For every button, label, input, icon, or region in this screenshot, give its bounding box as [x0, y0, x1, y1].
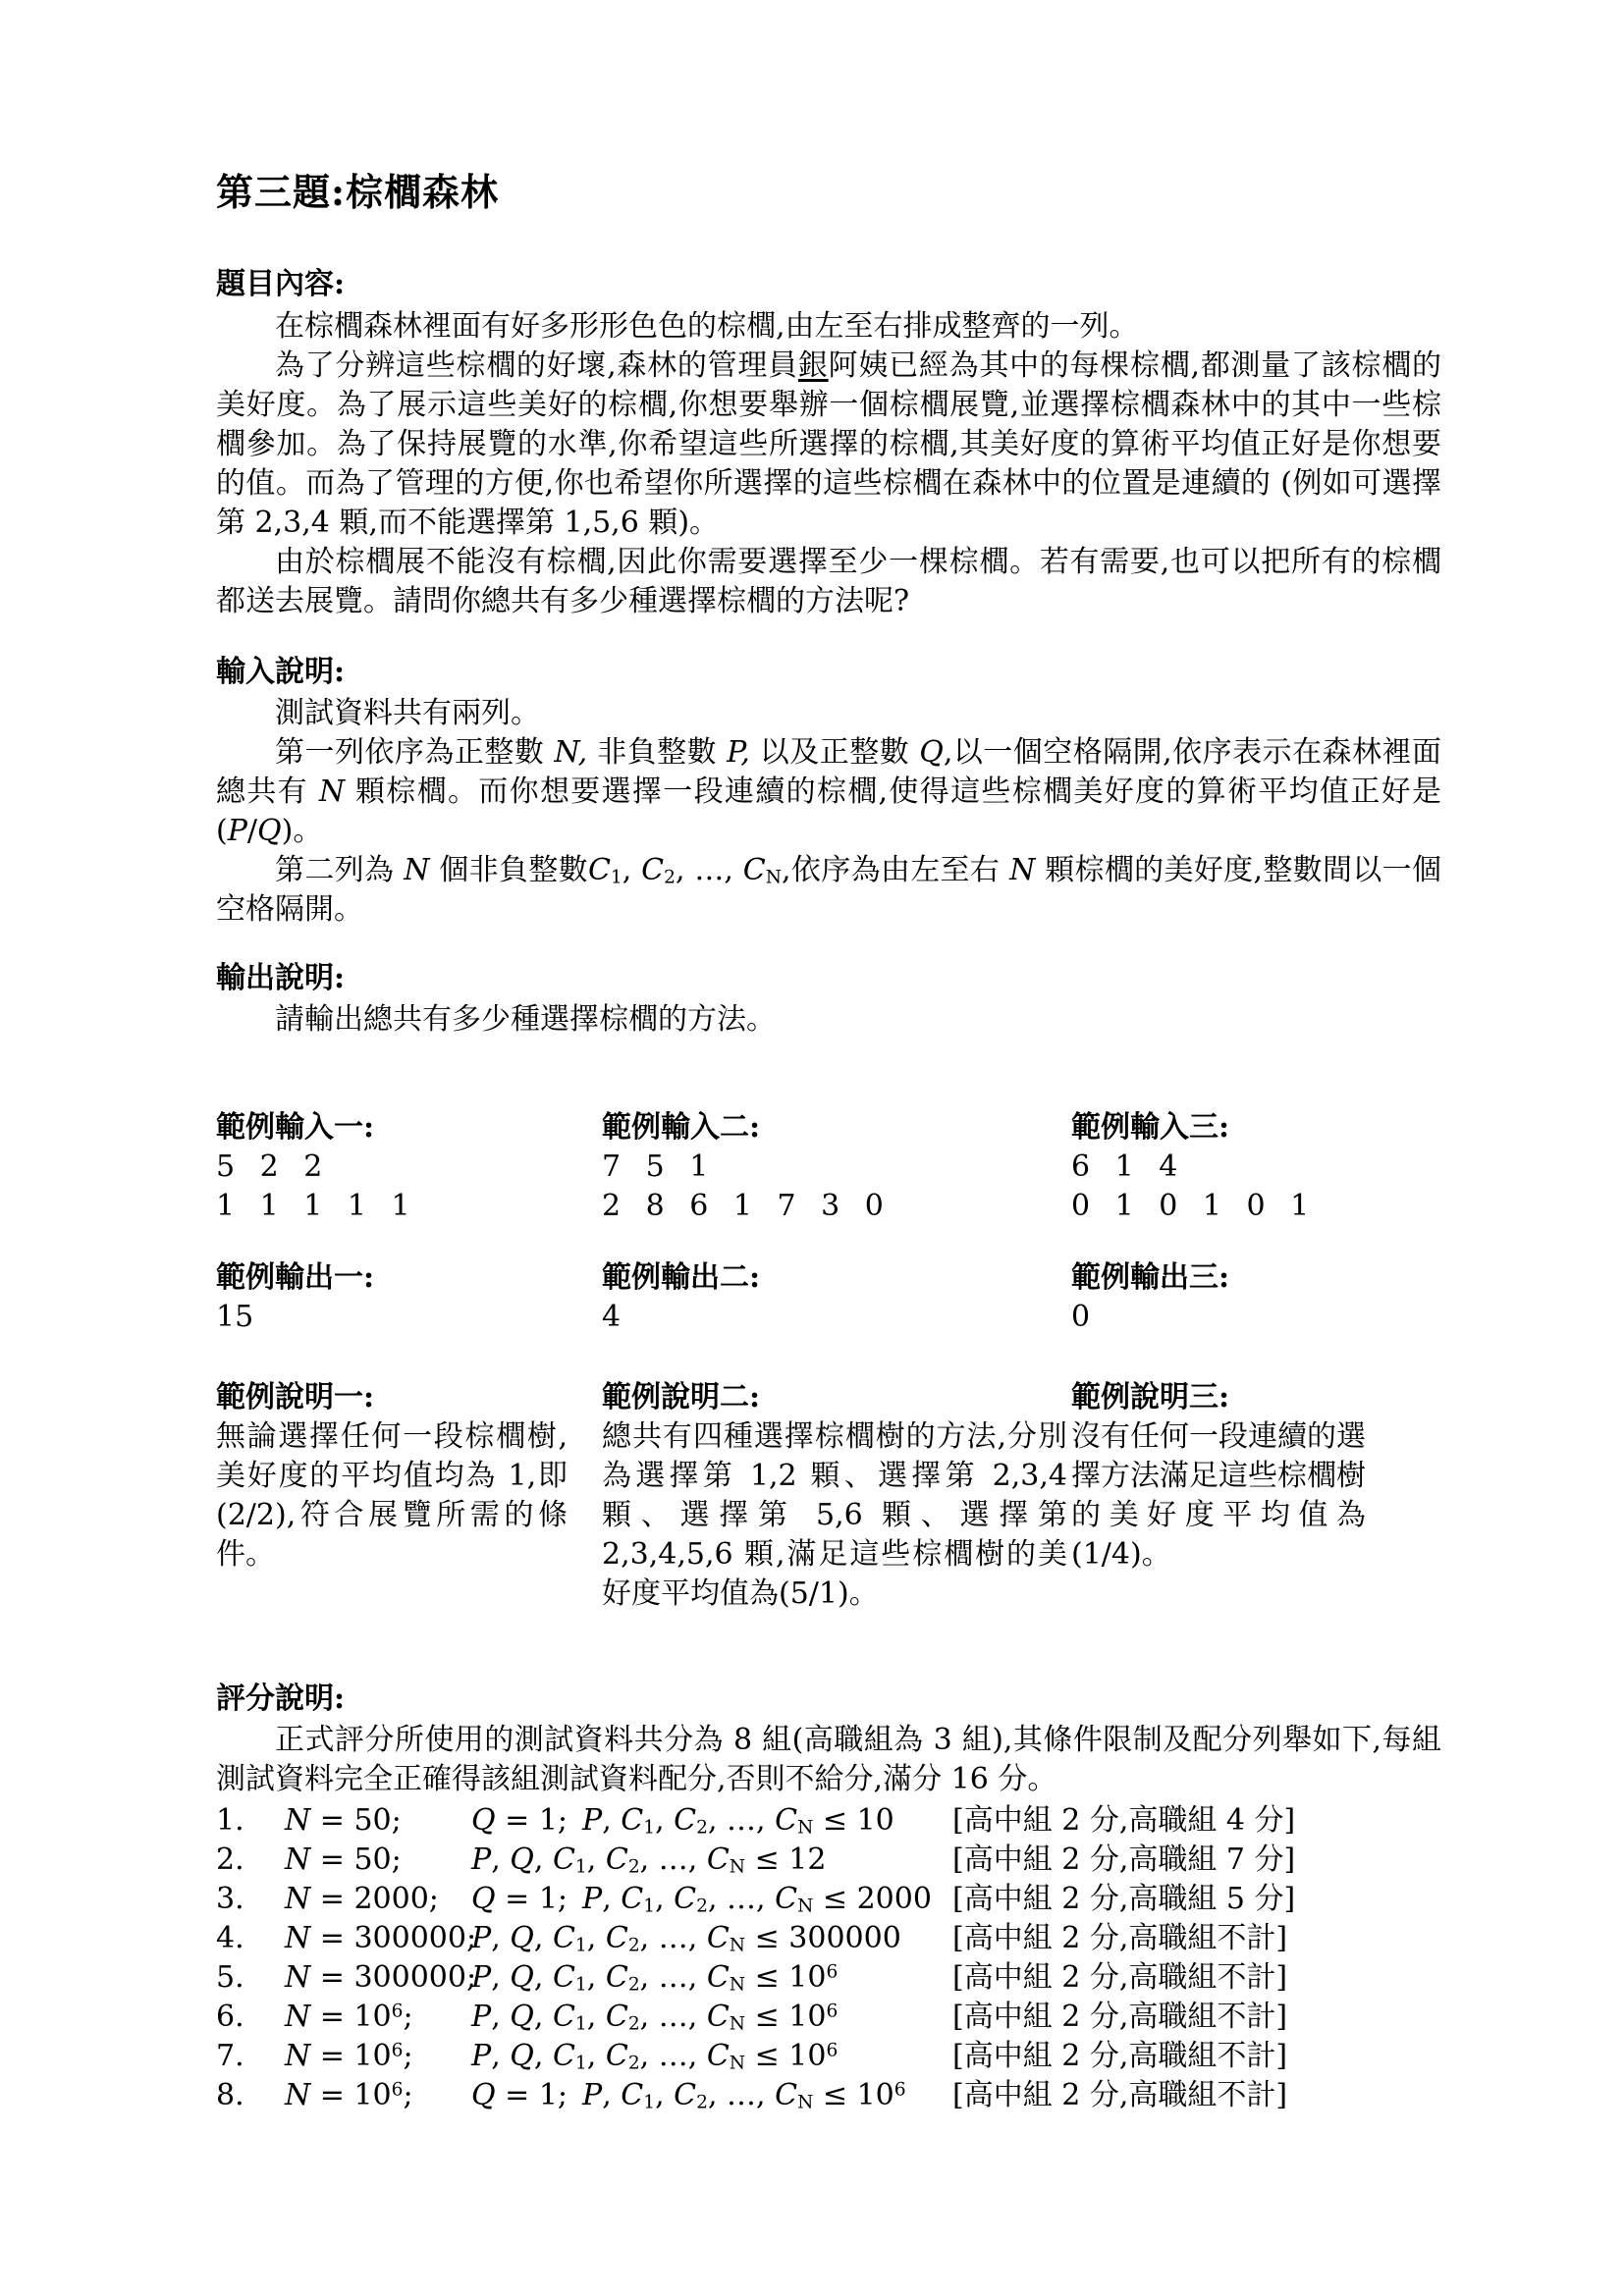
scoring-list [216, 1801, 1441, 2115]
example-input-1-line-1: 5 2 2 [216, 1149, 331, 1184]
example-output-1-heading: 範例輸出一: [216, 1260, 375, 1295]
example-input-1 [216, 1108, 602, 1226]
scoring-item-4-score: [高中組 2 分,高職組不計] [952, 1921, 1288, 1955]
example-explanations-row [216, 1378, 1441, 1614]
example-explanation-1-text: 無論選擇任何一段棕櫚樹,美好度的平均值均為 1,即(2/2),符合展覽所需的條件。 [216, 1419, 568, 1572]
scoring-item-5-number: 5. [216, 1960, 244, 1995]
example-explanation-3-heading: 範例說明三: [1071, 1380, 1230, 1415]
example-output-2 [602, 1258, 1071, 1337]
section-scoring [216, 1682, 1441, 2115]
example-output-2-value: 4 [602, 1300, 622, 1334]
problem-paragraph-3: 由於棕櫚展不能沒有棕櫚,因此你需要選擇至少一棵棕櫚。若有需要,也可以把所有的棕櫚都送去展覽。請問你總共有多少種選擇棕櫚的方法呢? [216, 545, 1441, 618]
scoring-item-2 [216, 1841, 1441, 1880]
scoring-item-5-score: [高中組 2 分,高職組不計] [952, 1960, 1288, 1995]
problem-heading: 題目內容: [216, 267, 346, 301]
scoring-item-7 [216, 2037, 1441, 2076]
example-outputs-row [216, 1258, 1441, 1337]
example-explanation-3 [1071, 1378, 1441, 1614]
example-explanation-3-text: 沒有任何一段連續的選擇方法滿足這些棕櫚樹的美好度平均值為(1/4)。 [1071, 1419, 1366, 1572]
scoring-item-1-score: [高中組 2 分,高職組 4 分] [952, 1803, 1296, 1838]
section-output-spec [216, 962, 1441, 1040]
output-spec-heading: 輸出說明: [216, 961, 346, 995]
scoring-item-3-n-constraint: N = 2000; [285, 1882, 439, 1916]
example-input-1-line-2: 1 1 1 1 1 [216, 1189, 418, 1223]
page-title: 第三題:棕櫚森林 [216, 170, 500, 214]
scoring-item-8-n-constraint: $N = 10^6$; [285, 2078, 413, 2112]
scoring-item-5-n-constraint: N = 300000; [285, 1960, 477, 1995]
scoring-item-8-condition: Q = 1; P, $C_1$, $C_2$, …, $C_N \le 10^6$ [471, 2078, 906, 2113]
scoring-item-2-condition: P, Q, $C_1$, $C_2$, …, $C_N \le 12$ [471, 1842, 827, 1878]
scoring-item-3 [216, 1880, 1441, 1919]
scoring-item-8-number: 8. [216, 2078, 244, 2112]
scoring-item-7-number: 7. [216, 2039, 244, 2073]
example-input-2 [602, 1108, 1071, 1226]
input-spec-paragraph-3: 第二列為 N 個非負整數$C_1$, $C_2$, …, $C_N$,依序為由左至右 N 顆棕櫚的美好度,整數間以一個空格隔開。 [216, 853, 1441, 927]
section-problem-statement [216, 268, 1441, 621]
input-spec-heading: 輸入說明: [216, 655, 346, 689]
example-explanation-1 [216, 1378, 602, 1614]
example-input-2-line-1: 7 5 1 [602, 1149, 717, 1184]
scoring-item-5 [216, 1958, 1441, 1998]
scoring-item-4-condition: P, Q, $C_1$, $C_2$, …, $C_N \le 300000$ [471, 1921, 901, 1956]
scoring-item-2-number: 2. [216, 1842, 244, 1877]
scoring-item-4-n-constraint: N = 300000; [285, 1921, 477, 1955]
example-input-3-heading: 範例輸入三: [1071, 1110, 1230, 1145]
scoring-item-3-score: [高中組 2 分,高職組 5 分] [952, 1882, 1296, 1916]
problem-paragraph-1: 在棕櫚森林裡面有好多形形色色的棕櫚,由左至右排成整齊的一列。 [275, 309, 1139, 344]
scoring-item-1-n-constraint: N = 50; [285, 1803, 402, 1838]
scoring-item-6-n-constraint: $N = 10^6$; [285, 2000, 413, 2034]
example-output-2-heading: 範例輸出二: [602, 1260, 761, 1295]
scoring-item-7-n-constraint: $N = 10^6$; [285, 2039, 413, 2073]
scoring-heading: 評分說明: [216, 1682, 346, 1716]
scoring-item-7-condition: P, Q, $C_1$, $C_2$, …, $C_N \le 10^6$ [471, 2039, 839, 2074]
scoring-item-6-number: 6. [216, 2000, 244, 2034]
scoring-item-6 [216, 1998, 1441, 2037]
scoring-item-4-number: 4. [216, 1921, 244, 1955]
scoring-item-3-number: 3. [216, 1882, 244, 1916]
output-spec-paragraph-1: 請輸出總共有多少種選擇棕櫚的方法。 [275, 1002, 776, 1037]
example-input-3-line-2: 0 1 0 1 0 1 [1071, 1189, 1318, 1223]
input-spec-paragraph-1: 測試資料共有兩列。 [275, 696, 540, 730]
scoring-item-7-score: [高中組 2 分,高職組不計] [952, 2039, 1288, 2073]
scoring-item-6-score: [高中組 2 分,高職組不計] [952, 2000, 1288, 2034]
scoring-item-2-n-constraint: N = 50; [285, 1842, 402, 1877]
input-spec-paragraph-2: 第一列依序為正整數 N, 非負整數 P, 以及正整數 Q,以一個空格隔開,依序表示在森林裡面總共有 N 顆棕櫚。而你想要選擇一段連續的棕櫚,使得這些棕櫚美好度的算術平均值正好是(P/Q)。 [216, 735, 1441, 848]
example-input-3-line-1: 6 1 4 [1071, 1149, 1186, 1184]
example-output-3 [1071, 1258, 1441, 1337]
example-explanation-1-heading: 範例說明一: [216, 1380, 375, 1415]
scoring-item-5-condition: P, Q, $C_1$, $C_2$, …, $C_N \le 10^6$ [471, 1960, 839, 1996]
example-explanation-2 [602, 1378, 1071, 1614]
problem-paragraph-2: 為了分辨這些棕櫚的好壞,森林的管理員銀阿姨已經為其中的每棵棕櫚,都測量了該棕櫚的美好度。為了展示這些美好的棕櫚,你想要舉辦一個棕櫚展覽,並選擇棕櫚森林中的其中一些棕櫚參加。為了保持展覽的水準,你希望這些所選擇的棕櫚,其美好度的算術平均值正好是你想要的值。而為了管理的方便,你也希望你所選擇的這些棕櫚在森林中的位置是連續的 (例如可選擇第 2,3,4 顆,而不能選擇第 1,5,6 顆)。 [216, 348, 1441, 540]
section-input-spec [216, 656, 1441, 930]
scoring-item-1-condition: Q = 1; P, $C_1$, $C_2$, …, $C_N \le 10$ [471, 1803, 894, 1839]
scoring-item-3-condition: Q = 1; P, $C_1$, $C_2$, …, $C_N \le 2000$ [471, 1882, 932, 1917]
scoring-item-2-score: [高中組 2 分,高職組 7 分] [952, 1842, 1296, 1877]
example-explanation-2-text: 總共有四種選擇棕櫚樹的方法,分別為選擇第 1,2 顆、選擇第 2,3,4 顆、選擇第 5,6 顆、選擇第 2,3,4,5,6 顆,滿足這些棕櫚樹的美好度平均值為(5/1)。 [602, 1419, 1067, 1611]
example-input-3 [1071, 1108, 1441, 1226]
scoring-item-8-score: [高中組 2 分,高職組不計] [952, 2078, 1288, 2112]
scoring-item-4 [216, 1919, 1441, 1958]
example-output-1-value: 15 [216, 1300, 254, 1334]
example-input-1-heading: 範例輸入一: [216, 1110, 375, 1145]
scoring-intro: 正式評分所使用的測試資料共分為 8 組(高職組為 3 組),其條件限制及配分列舉如下,每組測試資料完全正確得該組測試資料配分,否則不給分,滿分 16 分。 [216, 1723, 1441, 1796]
scoring-item-8 [216, 2076, 1441, 2115]
scoring-item-1-number: 1. [216, 1803, 244, 1838]
example-output-1 [216, 1258, 602, 1337]
example-inputs-row [216, 1108, 1441, 1226]
example-input-2-line-2: 2 8 6 1 7 3 0 [602, 1189, 892, 1223]
scoring-item-1 [216, 1801, 1441, 1841]
example-explanation-2-heading: 範例說明二: [602, 1380, 761, 1415]
example-input-2-heading: 範例輸入二: [602, 1110, 761, 1145]
scoring-item-6-condition: P, Q, $C_1$, $C_2$, …, $C_N \le 10^6$ [471, 2000, 839, 2035]
example-output-3-heading: 範例輸出三: [1071, 1260, 1230, 1295]
example-output-3-value: 0 [1071, 1300, 1091, 1334]
